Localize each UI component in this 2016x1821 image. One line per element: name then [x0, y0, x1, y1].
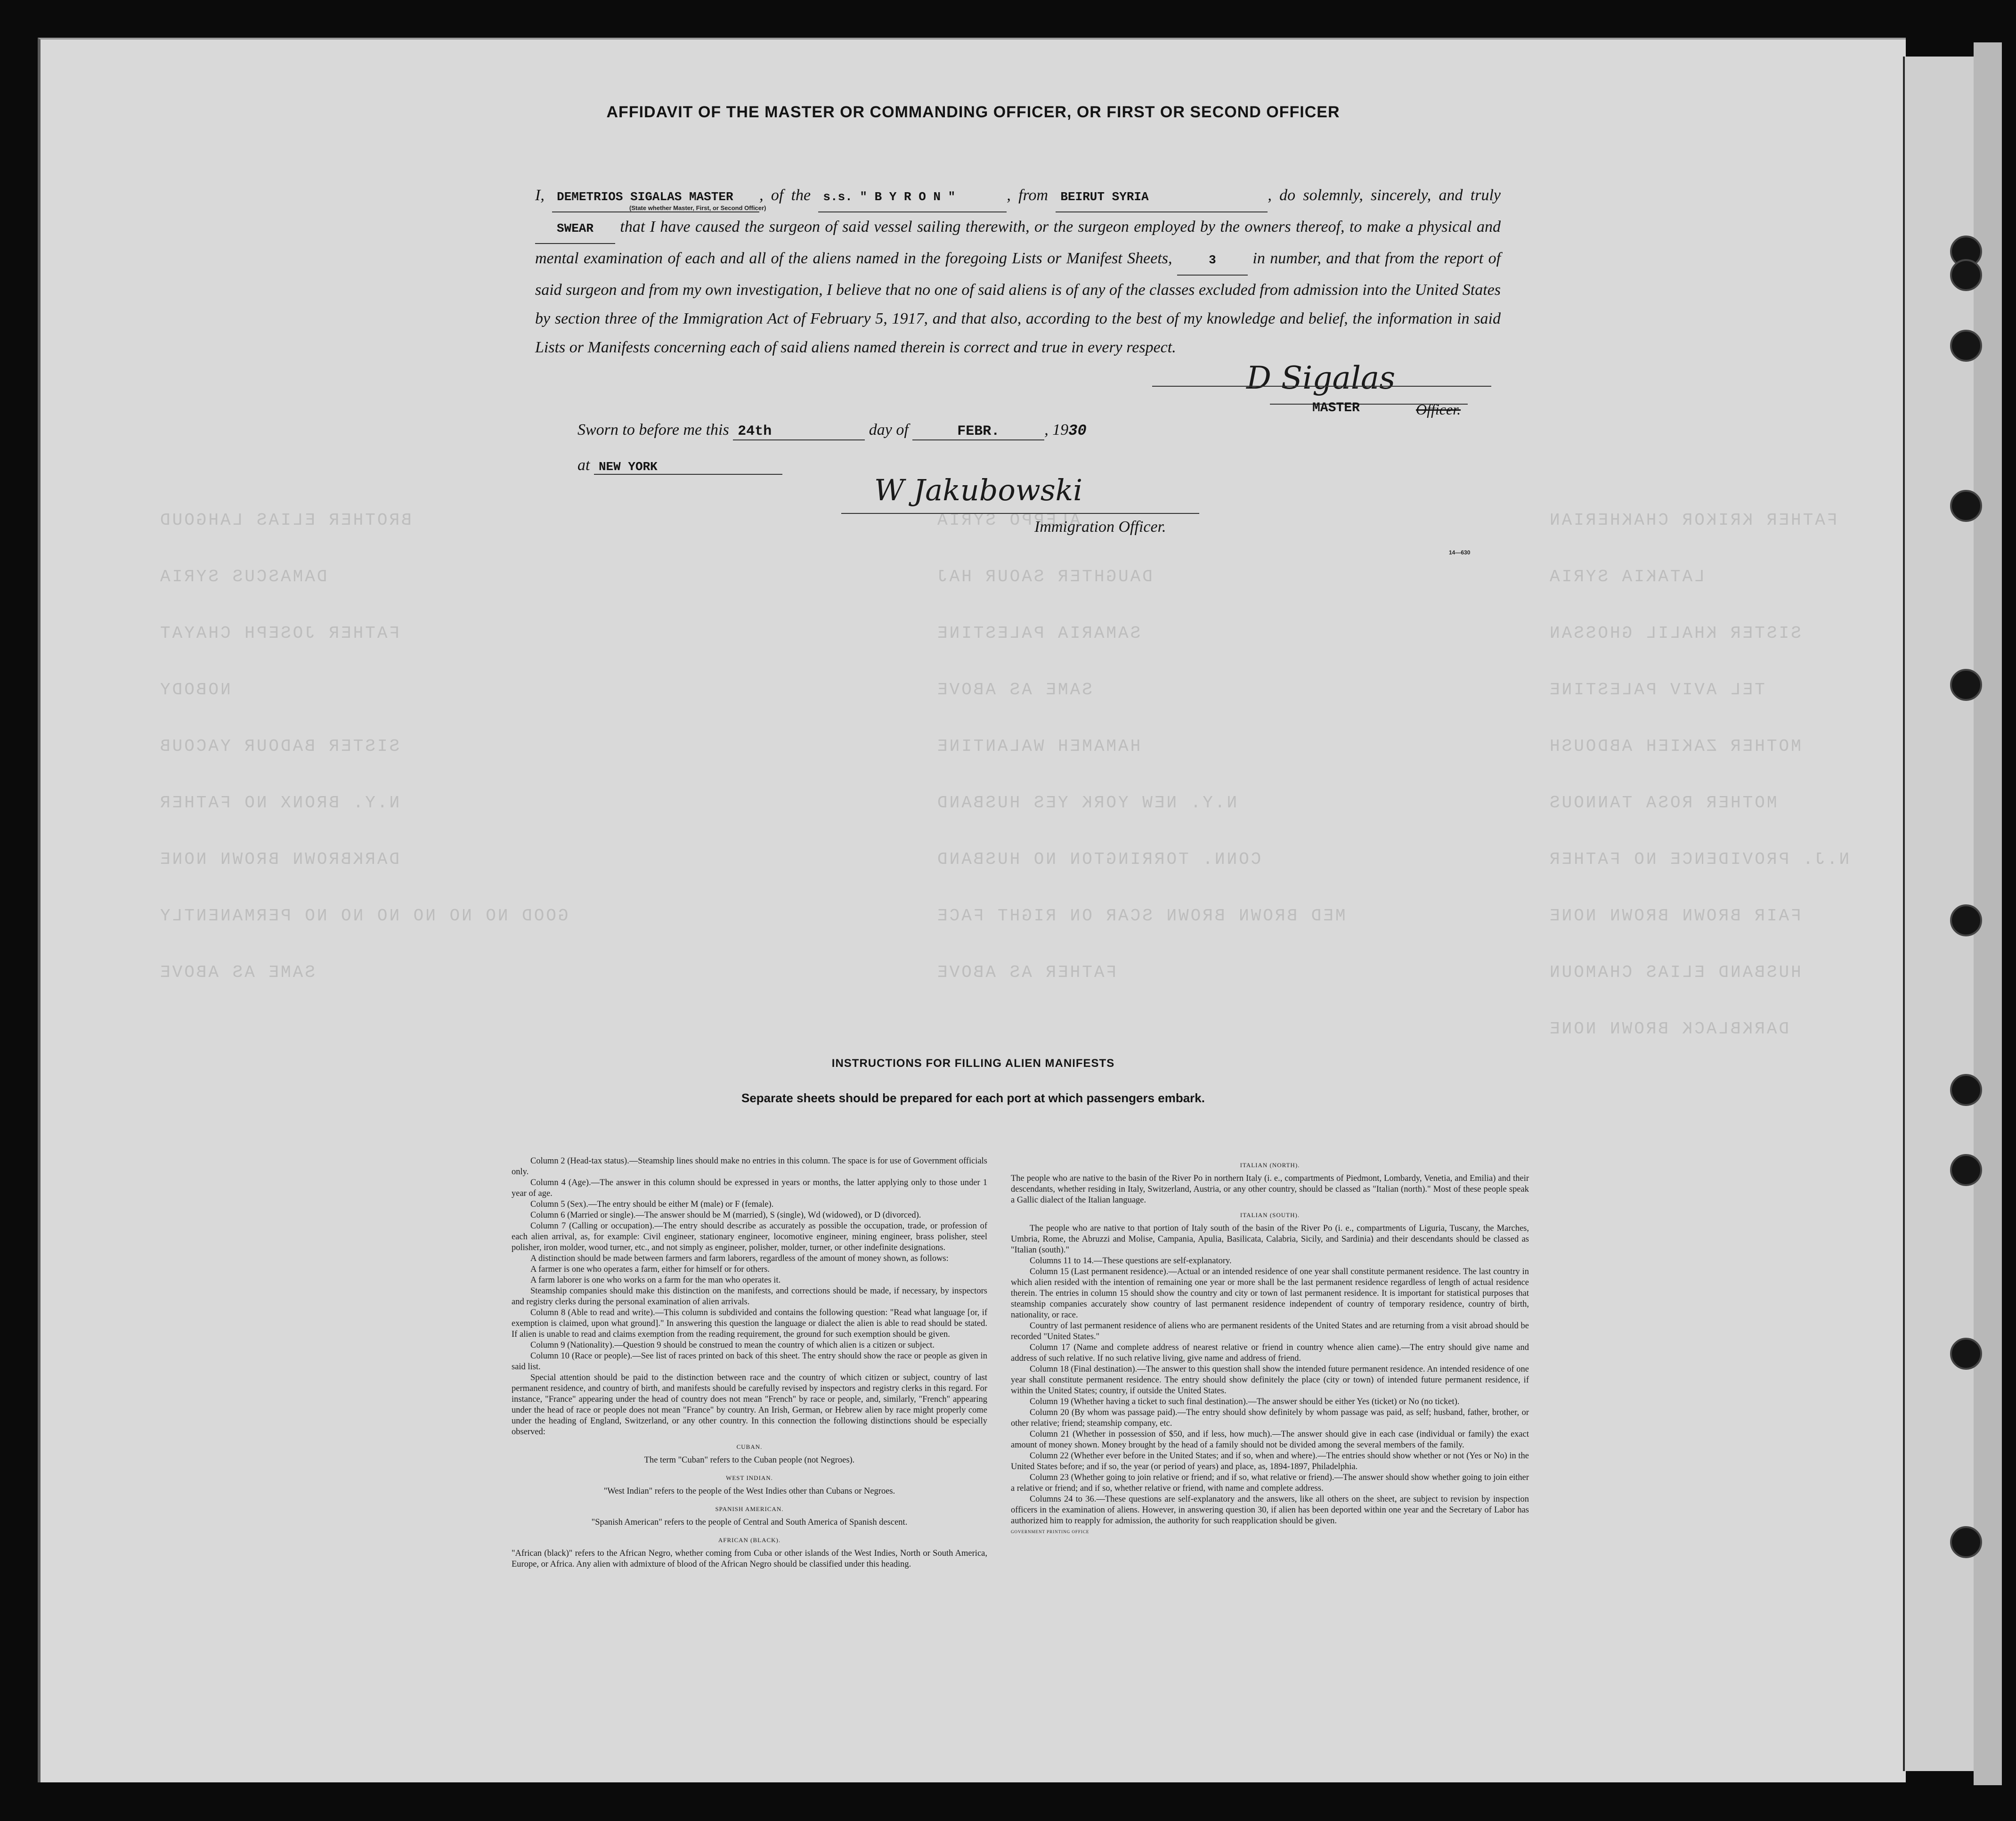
- instructions-left-column: [512, 1156, 987, 1570]
- oath-type: SWEAR: [535, 214, 615, 244]
- african-text: "African (black)" refers to the African Negro, whether coming from Cuba or other islands of the West Indies, North or South America, Europe, or Africa. Any alien with admixture of blood of the African Negro should be classified under this heading.: [512, 1549, 987, 1569]
- affidavit-pronoun: I,: [535, 187, 545, 204]
- instruction-paragraph: Column 17 (Name and complete address of nearest relative or friend in country whence alien came).—The entry should give name and address of such relative. If no such relative living, give name and address of friend.: [1011, 1343, 1529, 1363]
- bleed-through-line: SAME AS ABOVE: [158, 963, 315, 982]
- instruction-paragraph: Column 10 (Race or people).—See list of races printed on back of this sheet. The entry should show the race or people as given in said list.: [512, 1351, 987, 1372]
- sworn-year-prefix: , 19: [1044, 421, 1069, 439]
- west-indian-heading: WEST INDIAN.: [726, 1474, 773, 1481]
- spanish-american-text: "Spanish American" refers to the people of Central and South America of Spanish descent.: [591, 1518, 908, 1527]
- binder-hole: [1950, 1074, 1982, 1106]
- sworn-prefix: Sworn to before me this: [577, 421, 729, 439]
- bleed-through-line: BROTHER ELIAS LAHGOUD: [158, 511, 412, 530]
- binder-hole: [1950, 330, 1982, 362]
- bleed-through-line: DARKBROWN BROWN NONE: [158, 850, 400, 869]
- instructions-title: INSTRUCTIONS FOR FILLING ALIEN MANIFESTS: [831, 1057, 1115, 1070]
- binder-hole: [1950, 669, 1982, 701]
- sworn-month: FEBR.: [912, 423, 1044, 440]
- instruction-paragraph: Column 20 (By whom was passage paid).—The entry should show definitely by whom passage was paid, as self; husband, father, brother, or other relative; friend; steamship company, etc.: [1011, 1408, 1529, 1428]
- cuban-heading: CUBAN.: [736, 1443, 763, 1450]
- bleed-through-line: GOOD NO NO NO NO NO NO PERMANENTLY: [158, 906, 569, 926]
- instruction-paragraph: Special attention should be paid to the distinction between race and the country of which citizen or subject, country of last permanent residence, and country of birth, and manifests should be carefully revised by inspectors and registry clerks in this regard. For instance, "France" appearing under the head of country does not mean "French" by race or people, and, similarly, "French" appearing under the head of race or people does not mean "France" by country. An Irish, German, or Hebrew alien by race might properly come under the heading of England, Switzerland, or any other country. In this connection the following distinctions should be especially observed:: [512, 1373, 987, 1437]
- binder-hole: [1950, 1154, 1982, 1186]
- officer-signature-line: [841, 513, 1199, 514]
- bleed-through-line: SISTER KHALIL GHOSSAN: [1548, 624, 1801, 643]
- instruction-paragraph: Column 19 (Whether having a ticket to such final destination).—The answer should be either Yes (ticket) or No (no ticket).: [1030, 1397, 1460, 1406]
- signer-title: MASTER: [1312, 401, 1360, 415]
- bleed-through-line: HAMAMEH WALANTINE: [935, 737, 1141, 756]
- instruction-paragraph: Column 6 (Married or single).—The answer should be M (married), S (single), Wd (widowed), or D (divorced).: [530, 1211, 921, 1220]
- bleed-through-line: DAMASCUS SYRIA: [158, 567, 327, 586]
- italian-south-heading: ITALIAN (SOUTH).: [1240, 1211, 1300, 1219]
- bleed-through-line: FAIR BROWN BROWN NONE: [1548, 906, 1801, 926]
- instruction-paragraph: Column 18 (Final destination).—The answer to this question shall show the intended future permanent residence. An intended residence of one year shall constitute permanent residence. The entry should show definitely the place (city or town) of intended future permanent residence, if within the United States; country, if outside the United States.: [1011, 1365, 1529, 1396]
- instruction-paragraph: Column 21 (Whether in possession of $50, and if less, how much).—The answer should give in each case (individual or family) the exact amount of money shown. Money brought by the head of a family should not be divided among the several members of the family.: [1011, 1430, 1529, 1450]
- bleed-through-line: N.Y. NEW YORK YES HUSBAND: [935, 793, 1237, 813]
- affidavit-text-2: in number, and that from the report of said surgeon and from my own investigation, I believe that no one of said aliens is of any of the classes excluded from admission into the United States by section three of the Immigration Act of February 5, 1917, and that also, according to the best of my knowledge and belief, the information in said Lists or Manifests concerning each of said aliens named therein is correct and true in every respect.: [535, 250, 1501, 356]
- instruction-paragraph: Country of last permanent residence of aliens who are permanent residents of the United States and are returning from a visit abroad should be recorded "United States.": [1011, 1321, 1529, 1341]
- instruction-paragraph: A farm laborer is one who works on a farm for the man who operates it.: [530, 1276, 781, 1285]
- solemnly-text: solemnly, sincerely, and truly: [1303, 187, 1501, 204]
- immigration-officer-signature: W Jakubowski: [874, 473, 1083, 507]
- gpo-imprint: GOVERNMENT PRINTING OFFICE: [1011, 1529, 1089, 1534]
- instructions-subtitle: Separate sheets should be prepared for each port at which passengers embark.: [741, 1091, 1205, 1105]
- bleed-through-line: MED BROWN BROWN SCAR ON RIGHT FACE: [935, 906, 1346, 926]
- sworn-at: at: [577, 456, 590, 474]
- instructions-right-column: [1011, 1156, 1529, 1537]
- cuban-text: The term "Cuban" refers to the Cuban people (not Negroes).: [644, 1455, 855, 1465]
- instruction-paragraph: Column 8 (Able to read and write).—This column is subdivided and contains the following question: "Read what language [or, if exemption is claimed, upon what ground]." In answering this question the language or dialect the alien is able to read should be stated. If alien is unable to read and claims exemption from the reading requirement, the ground for such exemption should be given.: [512, 1308, 987, 1339]
- officer-name: DEMETRIOS SIGALAS MASTER: [552, 183, 759, 212]
- from-text: , from: [1007, 187, 1049, 204]
- signature-line: [1152, 386, 1491, 387]
- bleed-through-line: CONN. TORRINGTON NO HUSBAND: [935, 850, 1261, 869]
- sworn-line: [577, 421, 1087, 440]
- bleed-through-line: DAUGHTER SAOUR HAJ: [935, 567, 1153, 586]
- bleed-through-line: MOTHER ROSA TANNOUS: [1548, 793, 1777, 813]
- right-paragraphs: [1011, 1223, 1529, 1527]
- bleed-through-line: N.J. PROVIDENCE NO FATHER: [1548, 850, 1850, 869]
- instruction-paragraph: Column 9 (Nationality).—Question 9 should be construed to mean the country of which alien is a citizen or subject.: [530, 1341, 935, 1350]
- italian-north-text: The people who are native to the basin of the River Po in northern Italy (i. e., compartments of Piedmont, Lombardy, Venetia, and Emilia) and their descendants, whether residing in Italy, Switzerland, Austria, or any other country, should be classed as "Italian (north)." Most of these people speak a Gallic dialect of the Italian language.: [1011, 1174, 1529, 1205]
- african-heading: AFRICAN (BLACK).: [718, 1536, 781, 1544]
- officer-struck: Officer.: [1416, 401, 1461, 418]
- spanish-american-heading: SPANISH AMERICAN.: [715, 1505, 784, 1512]
- bleed-through-line: SAME AS ABOVE: [935, 680, 1092, 699]
- bleed-through-line: DARKBLACK BROWN NONE: [1548, 1019, 1789, 1039]
- west-indian-text: "West Indian" refers to the people of the West Indies other than Cubans or Negroes.: [603, 1487, 895, 1496]
- instruction-paragraph: Column 23 (Whether going to join relative or friend; and if so, what relative or friend).—The answer should show whether going to join either a relative or friend; and if so, whether relative or friend, with name and complete address.: [1011, 1473, 1529, 1493]
- vessel-name: s.s. " B Y R O N ": [818, 183, 1007, 212]
- bleed-through-line: NOBODY: [158, 680, 231, 699]
- sworn-day-of: day of: [869, 421, 909, 439]
- stamp-code: 14—630: [1449, 549, 1471, 556]
- left-paragraphs: [512, 1156, 987, 1438]
- bleed-through-line: FATHER AS ABOVE: [935, 963, 1117, 982]
- bleed-through-line: FATHER JOSEPH CHAYAT: [158, 624, 400, 643]
- sworn-place-line: [577, 456, 782, 475]
- instruction-paragraph: Columns 11 to 14.—These questions are self-explanatory.: [1030, 1256, 1232, 1266]
- sworn-place: NEW YORK: [594, 460, 782, 475]
- bleed-through-line: TEL AVIV PALESTINE: [1548, 680, 1765, 699]
- do-text: , do: [1268, 187, 1296, 204]
- departure-port: BEIRUT SYRIA: [1056, 183, 1268, 212]
- instruction-paragraph: Column 4 (Age).—The answer in this column should be expressed in years or months, the latter applying only to those under 1 year of age.: [512, 1178, 987, 1198]
- bleed-through-line: ALEPPO SYRIA: [935, 511, 1081, 530]
- bleed-through-line: LATAKIA SYRIA: [1548, 567, 1705, 586]
- affidavit-text-1: that I have caused the surgeon of said vessel sailing therewith, or the surgeon employed by the owners thereof, to make a physical and mental examination of each and all of the aliens named in the foregoing Lists or Manifest Sheets,: [535, 218, 1501, 267]
- binder-hole: [1950, 1338, 1982, 1370]
- instruction-paragraph: Steamship companies should make this distinction on the manifests, and corrections should be made, if necessary, by inspectors and registry clerks during the personal examination of alien arrivals.: [512, 1286, 987, 1307]
- manifest-page: [38, 38, 1906, 1782]
- instruction-paragraph: Columns 24 to 36.—These questions are self-explanatory and the answers, like all others on the sheet, are subject to revision by inspection officers in the examination of aliens. However, in answering question 30, if alien has been deported within one year and the Secretary of Labor has authorized him to reapply for admission, the authority for such reapplication should be given.: [1011, 1495, 1529, 1526]
- bleed-through-line: HUSBAND ELIAS CHAMOUN: [1548, 963, 1801, 982]
- instruction-paragraph: A farmer is one who operates a farm, either for himself or for others.: [530, 1265, 770, 1274]
- binder-hole: [1950, 1526, 1982, 1558]
- bleed-through-line: SAMARIA PALESTINE: [935, 624, 1141, 643]
- instruction-paragraph: Column 7 (Calling or occupation).—The entry should describe as accurately as possible the occupation, trade, or profession of each alien arrival, as, for example: Civil engineer, stationary engineer, locomotive engineer, mining engineer, brass polisher, steel polisher, iron molder, wood turner, etc., and not simply as engineer, polisher, molder, turner, or other indefinite designations.: [512, 1221, 987, 1252]
- immigration-officer-title: Immigration Officer.: [1034, 518, 1166, 536]
- instruction-paragraph: Column 2 (Head-tax status).—Steamship lines should make no entries in this column. The space is for use of Government officials only.: [512, 1156, 987, 1177]
- affidavit-title: AFFIDAVIT OF THE MASTER OR COMMANDING OFFICER, OR FIRST OR SECOND OFFICER: [606, 103, 1340, 121]
- sworn-year: 30: [1068, 422, 1087, 439]
- binder-hole: [1950, 904, 1982, 936]
- bleed-through-line: N.Y. BRONX NO FATHER: [158, 793, 400, 813]
- bleed-through-line: FATHER KRIKOR CHAKHERIAN: [1548, 511, 1837, 530]
- instruction-paragraph: Column 5 (Sex).—The entry should be either M (male) or F (female).: [530, 1200, 774, 1209]
- instruction-paragraph: Column 15 (Last permanent residence).—Actual or an intended residence of one year shall constitute permanent residence. The last country in which alien resided with the intention of remaining one year or more shall be the last permanent residence regardless of length of actual residence therein. The entries in column 15 should show the country and city or town of last permanent residence. It is important for statistical purposes that steamship companies accurately show country of last permanent residence independent of country of temporary residence, country of birth, nationality, or race.: [1011, 1267, 1529, 1320]
- bleed-through-line: MOTHER ZAKIEH ABDOUSH: [1548, 737, 1801, 756]
- rank-note: (State whether Master, First, or Second Officer): [629, 204, 766, 211]
- binder-hole: [1950, 490, 1982, 522]
- sheet-count: 3: [1177, 246, 1248, 276]
- of-the-text: , of the: [759, 187, 811, 204]
- instruction-paragraph: A distinction should be made between farmers and farm laborers, regardless of the amount of money shown, as follows:: [530, 1254, 949, 1263]
- sworn-day: 24th: [733, 423, 865, 440]
- binder-hole: [1950, 259, 1982, 291]
- instruction-paragraph: The people who are native to that portion of Italy south of the basin of the River Po (i. e., compartments of Liguria, Tuscany, the Marches, Umbria, Rome, the Abruzzi and Molise, Campania, Apulia, Basilicata, Calabria, Sicily, and Sardinia) and their descendants should be classed as "Italian (south).": [1011, 1224, 1529, 1255]
- master-signature: D Sigalas: [1246, 360, 1396, 396]
- instruction-paragraph: Column 22 (Whether ever before in the United States; and if so, when and where).—The entries should show whether or not (Yes or No) in the United States before; and if so, the year (or period of years) and place, as, 1894-1897, Philadelphia.: [1011, 1451, 1529, 1471]
- bleed-through-line: SISTER BADOUR YACOUB: [158, 737, 400, 756]
- italian-north-heading: ITALIAN (NORTH).: [1240, 1162, 1300, 1169]
